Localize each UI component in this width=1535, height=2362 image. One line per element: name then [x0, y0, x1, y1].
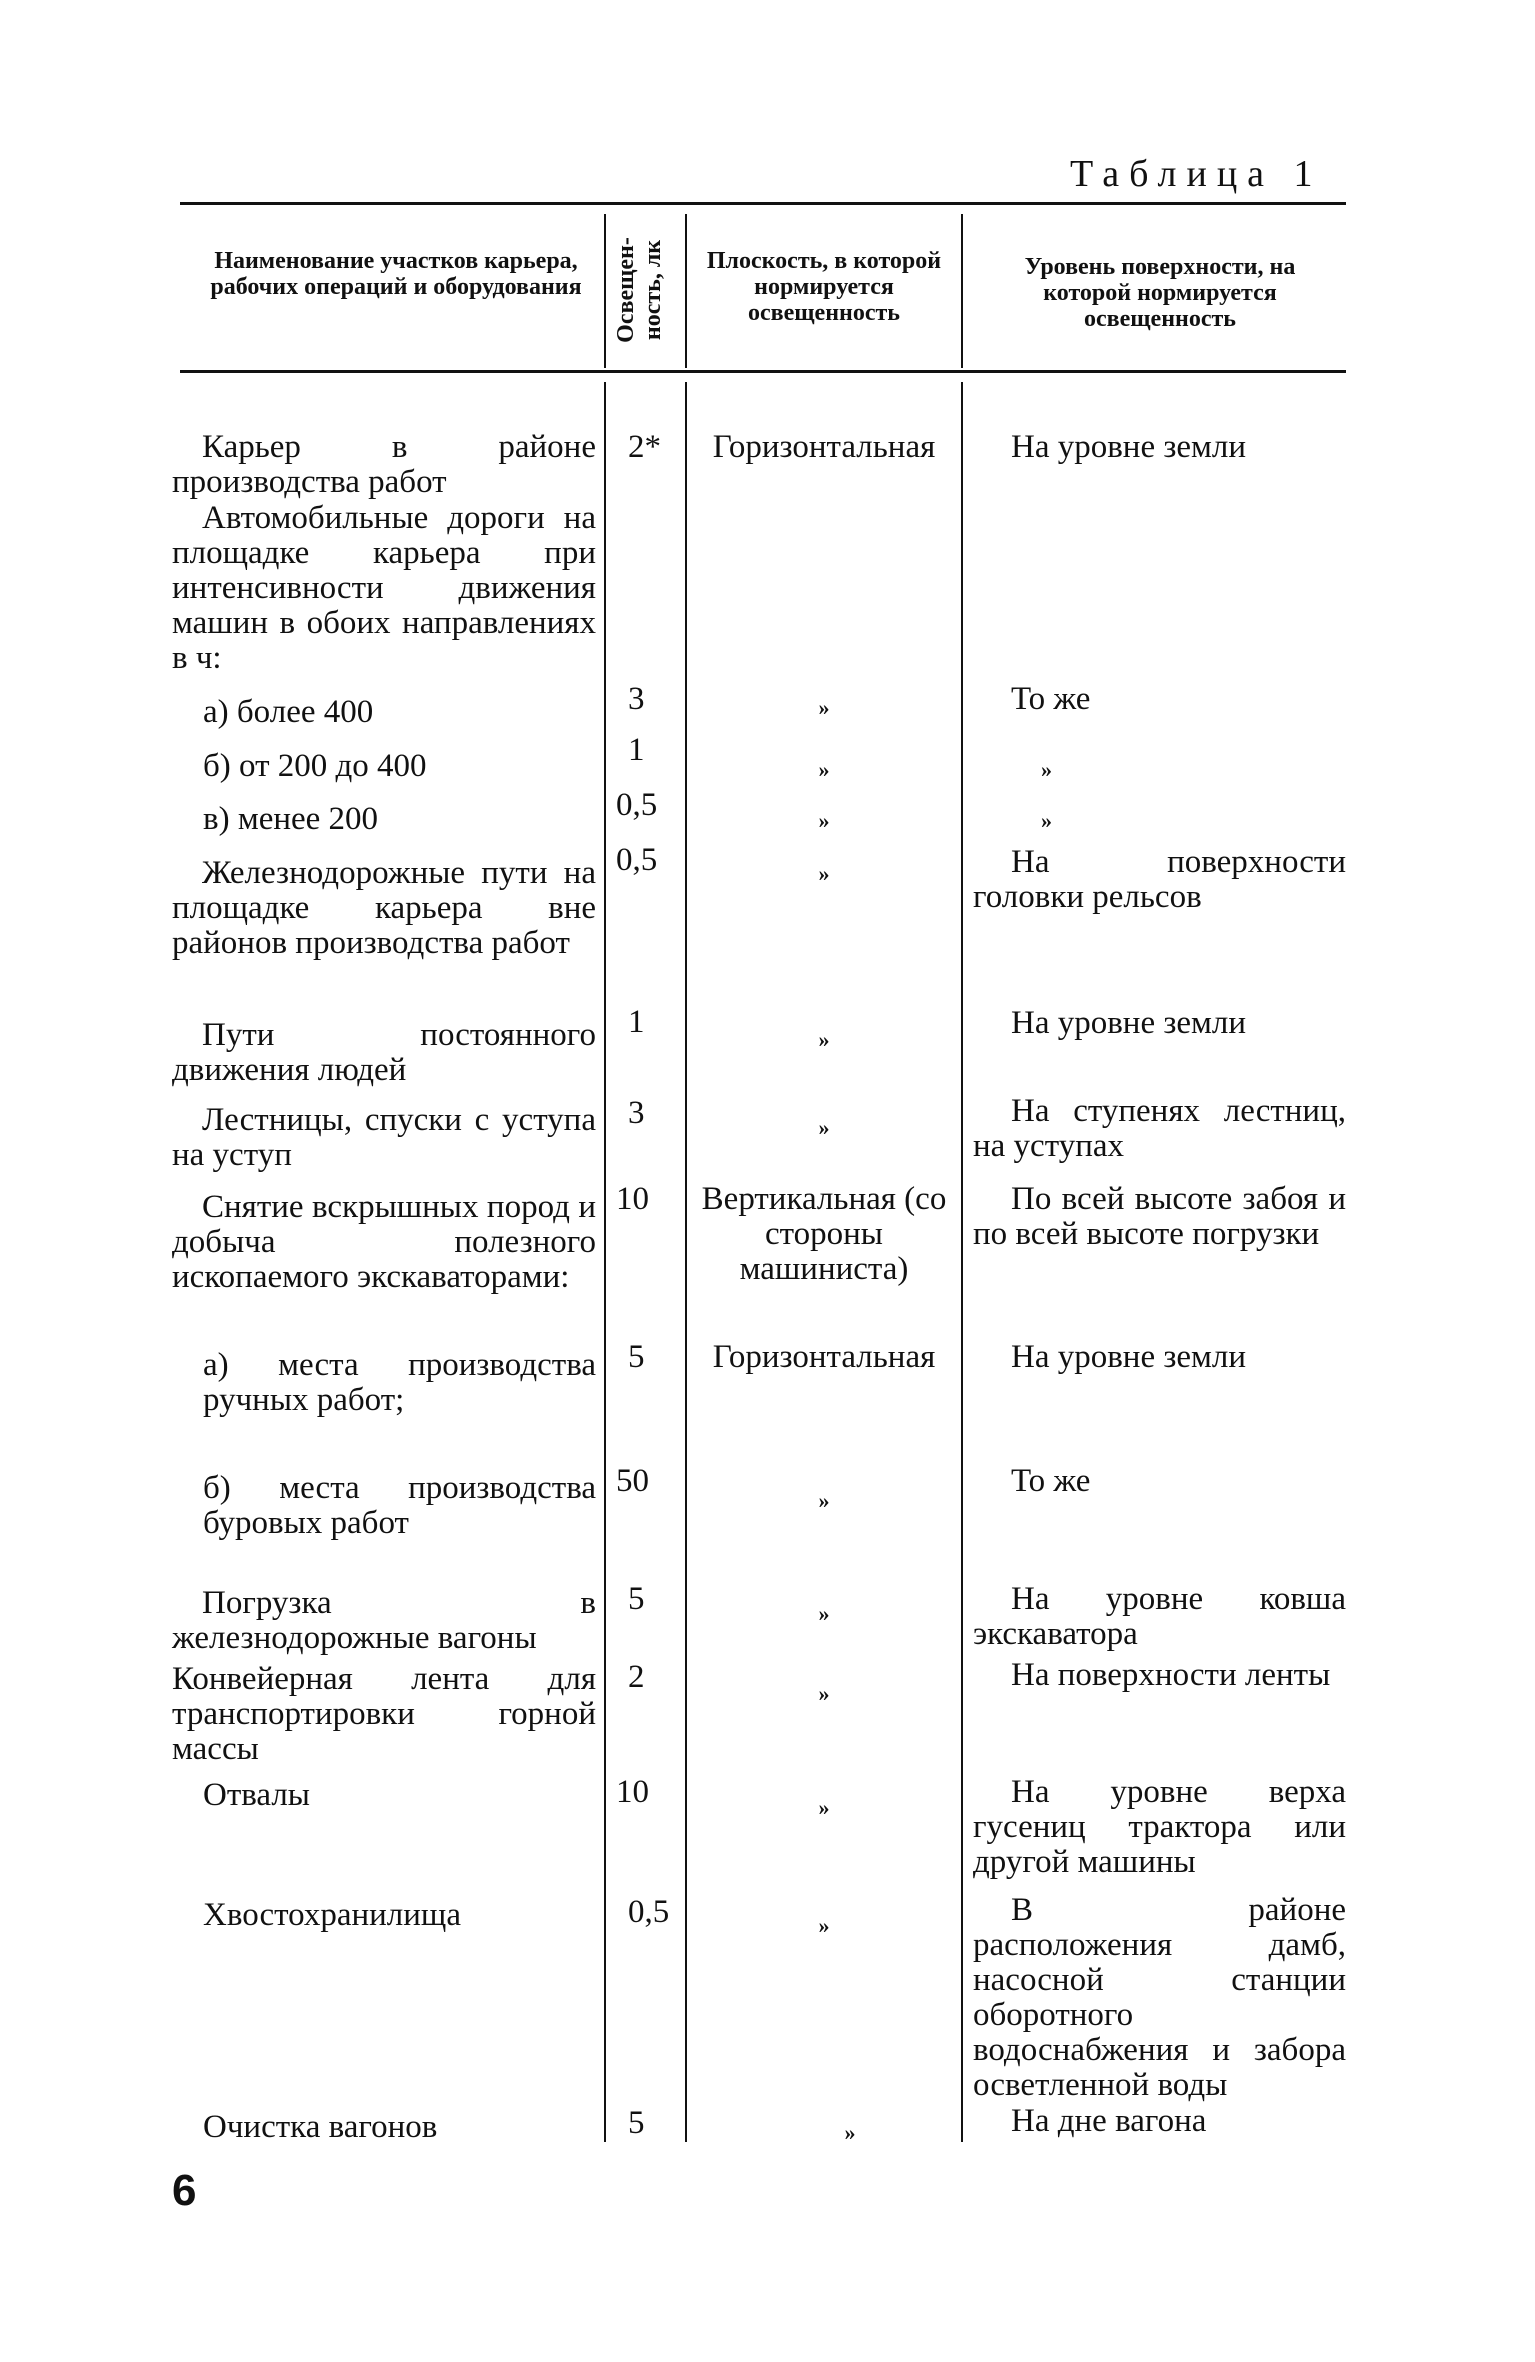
header-col2: Освещен- ность, лк — [613, 237, 667, 343]
row-lux: 2* — [628, 429, 661, 465]
row-plane: » — [844, 2120, 856, 2145]
col-separator-2-body — [685, 382, 687, 2142]
row-level: На уровне верха гусениц трактора или другой машины — [973, 1774, 1346, 1880]
row-level: На уровне ковша экскаватора — [973, 1581, 1346, 1652]
row-level: На уровне земли — [1011, 1339, 1247, 1375]
row-plane: » — [818, 1913, 830, 1938]
row-lux: 2 — [628, 1659, 645, 1695]
row-plane: Вертикальная (со стороны машиниста) — [701, 1181, 947, 1287]
row-lux: 5 — [628, 1339, 645, 1375]
row-name: Лестницы, спуски с уступа на уступ — [172, 1102, 596, 1173]
row-name: Отвалы — [203, 1777, 310, 1813]
row-name: Конвейерная лента для транспортировки горной массы — [172, 1661, 596, 1767]
header-top-rule — [180, 202, 1346, 205]
row-name: Снятие вскрышных пород и добыча полезного ископаемого экскаваторами: — [172, 1189, 596, 1295]
row-level: То же — [1011, 681, 1091, 717]
table-label: Таблица 1 — [1070, 153, 1323, 195]
row-name: б) от 200 до 400 — [203, 748, 427, 784]
row-lux: 3 — [628, 1095, 645, 1131]
row-level: В районе расположения дамб, насосной станции оборотного водоснабжения и забора осветленной воды — [973, 1892, 1346, 2103]
row-name: Автомобильные дороги на площадке карьера при интенсивности движения машин в обоих направлениях в ч: — [172, 500, 596, 676]
row-level: На поверхности ленты — [1011, 1657, 1331, 1693]
row-level: На дне вагона — [1011, 2103, 1207, 2139]
row-name: Железнодорожные пути на площадке карьера вне районов производства работ — [172, 855, 596, 961]
col-separator-2 — [685, 214, 687, 368]
row-name: Хвостохранилища — [203, 1897, 461, 1933]
row-level: » — [1041, 808, 1052, 833]
row-level: На уровне земли — [1011, 429, 1247, 465]
row-name: в) менее 200 — [203, 801, 379, 837]
row-lux: 3 — [628, 681, 645, 717]
row-name: Очистка вагонов — [203, 2109, 438, 2145]
row-plane: » — [818, 1795, 830, 1820]
row-name: б) места производства буровых работ — [203, 1470, 596, 1541]
row-level: По всей высоте забоя и по всей высоте погрузки — [973, 1181, 1346, 1252]
col-separator-3-body — [961, 382, 963, 2142]
row-lux: 0,5 — [616, 787, 658, 823]
col-separator-1-body — [604, 382, 606, 2142]
row-lux: 1 — [628, 732, 645, 768]
header-bottom-rule — [180, 370, 1346, 373]
row-lux: 5 — [628, 1581, 645, 1617]
row-level: На уровне земли — [1011, 1005, 1247, 1041]
row-plane: » — [818, 1027, 830, 1052]
row-level: На ступенях лестниц, на уступах — [973, 1093, 1346, 1164]
row-name: а) места производства ручных работ; — [203, 1347, 596, 1418]
row-plane: » — [818, 808, 830, 833]
col-separator-3 — [961, 214, 963, 368]
row-level: То же — [1011, 1463, 1091, 1499]
row-plane: » — [818, 695, 830, 720]
row-plane: Горизонтальная — [712, 1339, 936, 1375]
row-lux: 5 — [628, 2105, 645, 2141]
row-lux: 0,5 — [616, 842, 658, 878]
row-name: Погрузка в железнодорожные вагоны — [172, 1585, 596, 1656]
row-plane: » — [818, 1681, 830, 1706]
row-lux: 1 — [628, 1004, 645, 1040]
row-lux: 10 — [616, 1181, 649, 1217]
row-lux: 10 — [616, 1774, 649, 1810]
row-lux: 50 — [616, 1463, 649, 1499]
row-plane: » — [818, 1115, 830, 1140]
row-plane: » — [818, 1601, 830, 1626]
row-plane: » — [818, 757, 830, 782]
row-plane: Горизонтальная — [712, 429, 936, 465]
row-plane: » — [818, 1488, 830, 1513]
row-level: На поверхности головки рельсов — [973, 844, 1346, 915]
row-name: Карьер в районе производства работ — [172, 429, 596, 500]
header-col3: Плоскость, в которой нормируется освещенность — [706, 248, 942, 326]
header-col1: Наименование участков карьера, рабочих операций и оборудования — [210, 248, 582, 300]
row-lux: 0,5 — [628, 1894, 670, 1930]
page-number: 6 — [172, 2166, 197, 2215]
header-col2-cell — [604, 214, 676, 366]
row-plane: » — [818, 861, 830, 886]
row-name: а) более 400 — [203, 694, 374, 730]
row-level: » — [1041, 757, 1052, 782]
header-col4: Уровень поверхности, на которой нормируется освещенность — [1024, 254, 1296, 332]
row-name: Пути постоянного движения людей — [172, 1017, 596, 1088]
